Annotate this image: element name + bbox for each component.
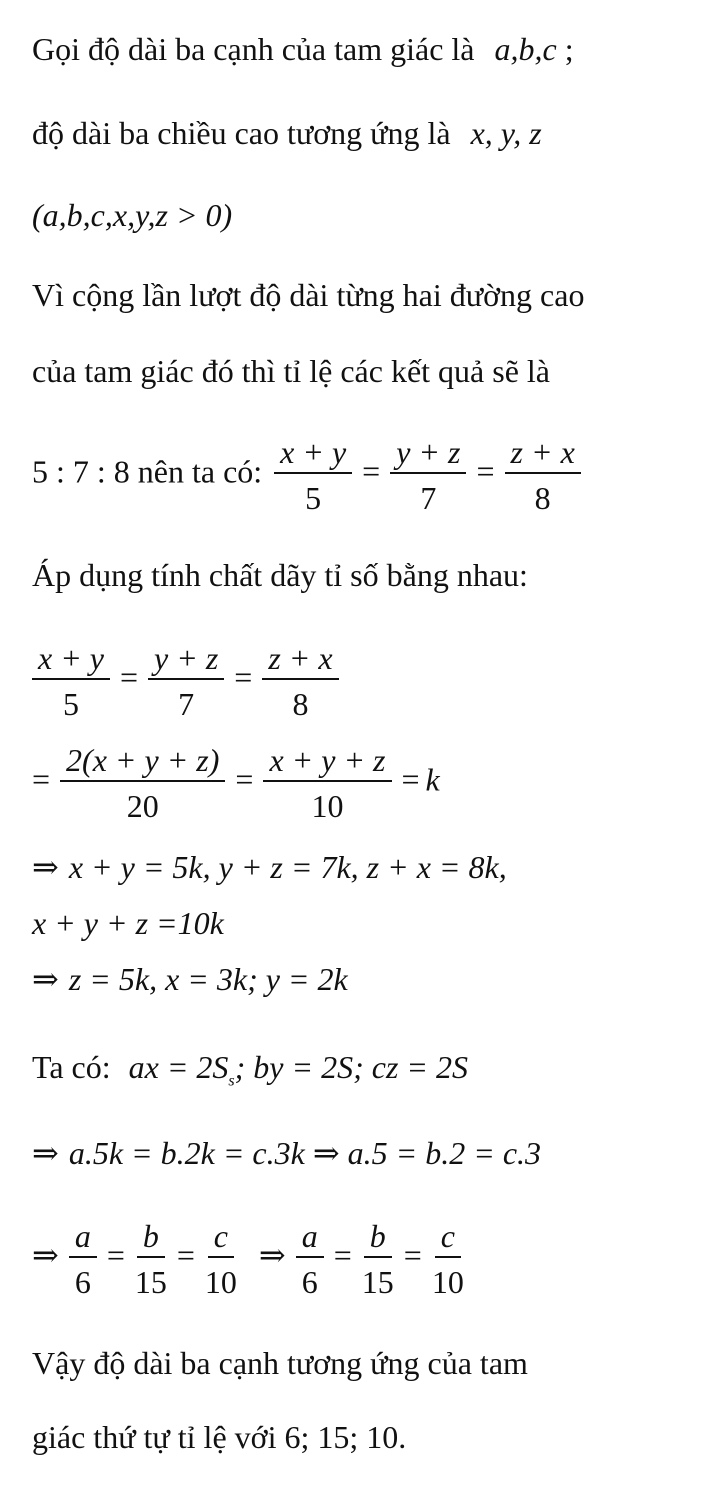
conclusion-text-2: giác thứ tự tỉ lệ với 6; 15; 10. [32, 1419, 407, 1455]
line-5 [32, 352, 550, 390]
constant-k: k [425, 761, 440, 798]
fraction-sum-10: $\frac{x + y + z}{10}$ [263, 742, 391, 824]
area-relation: ax = $2S_s$; by = 2S; cz = 2S [128, 1049, 468, 1090]
line-3 [32, 196, 232, 234]
line-8: $\frac{x + y}{5}$ = $\frac{y + z}{7}$ = $\frac{z + x}{8}$ [32, 640, 343, 722]
line-1 [32, 30, 574, 68]
line-13 [32, 1048, 468, 1100]
pair-sums: x + y = 5k, y + z = 7k, z + x = 8k, [68, 849, 507, 885]
line-16 [32, 1344, 528, 1382]
line-4 [32, 276, 584, 314]
ratio-value: 5 : 7 : 8 [32, 453, 130, 490]
intro-heights-text: độ dài ba chiều cao tương ứng là [32, 115, 451, 151]
heights-values: z = 5k, x = 3k; y = 2k [68, 961, 348, 997]
heights-sum-text: Vì cộng lần lượt độ dài từng hai đường cao [32, 277, 585, 313]
fraction-sum2-20: $\frac{2(x + y + z)}{20}$ [60, 742, 225, 824]
implies-arrow: ⇒ [258, 1237, 286, 1274]
ratio-intro-text: của tam giác đó thì tỉ lệ các kết quả sẽ là [32, 353, 550, 389]
fraction-xy-5: $\frac{x + y}{5}$ [274, 434, 352, 516]
line-9: = $\frac{2(x + y + z)}{20}$ = $\frac{x + y + z}{10}$ = k [32, 742, 440, 824]
line-17 [32, 1418, 406, 1456]
fraction-zx-8-b: $\frac{z + x}{8}$ [262, 640, 338, 722]
fraction-b-15: $\frac{b}{15}$ [134, 1218, 167, 1300]
so-we-have-text: nên ta có: [137, 453, 263, 490]
implies-arrow: ⇒ [32, 1135, 59, 1171]
positivity-condition: (a,b,c,x,y,z > 0) [32, 197, 233, 233]
sides-relation: a.5k = b.2k = c.3k ⇒ a.5 = b.2 = c.3 [68, 1135, 542, 1171]
fraction-a-6: $\frac{a}{6}$ [69, 1218, 97, 1300]
fraction-a-6-b: $\frac{a}{6}$ [296, 1218, 324, 1300]
line-15: ⇒ $\frac{a}{6}$ = $\frac{b}{15}$ = $\frac{c}{10}$ ⇒ $\frac{a}{6}$ = $\frac{b}{15}$ = $\frac{c}{10}$ [32, 1218, 464, 1300]
conclusion-text-1: Vậy độ dài ba cạnh tương ứng của tam [32, 1345, 528, 1381]
property-text: Áp dụng tính chất dãy tỉ số bằng nhau: [32, 557, 528, 593]
intro-sides-text: Gọi độ dài ba cạnh của tam giác là [32, 31, 475, 67]
line-12 [32, 960, 348, 998]
sides-variables: a,b,c [494, 31, 557, 67]
implies-arrow: ⇒ [32, 1237, 59, 1274]
line-11 [32, 904, 224, 942]
line-6: 5 : 7 : 8 nên ta có: $\frac{x + y}{5}$ = $\frac{y + z}{7}$ = $\frac{z + x}{8}$ [32, 434, 585, 516]
line-7 [32, 556, 528, 594]
fraction-c-10-b: $\frac{c}{10}$ [431, 1218, 464, 1300]
fraction-b-15-b: $\frac{b}{15}$ [361, 1218, 394, 1300]
implies-arrow: ⇒ [32, 961, 59, 997]
fraction-c-10: $\frac{c}{10}$ [204, 1218, 237, 1300]
line-10 [32, 848, 507, 886]
fraction-xy-5-b: $\frac{x + y}{5}$ [32, 640, 110, 722]
total-sum: x + y + z =10k [32, 905, 224, 941]
ta-co-text: Ta có: [32, 1049, 111, 1085]
fraction-yz-7: $\frac{y + z}{7}$ [390, 434, 466, 516]
heights-variables: x, y, z [470, 115, 542, 151]
fraction-yz-7-b: $\frac{y + z}{7}$ [148, 640, 224, 722]
semicolon: ; [556, 31, 574, 67]
line-2 [32, 114, 542, 152]
line-14 [32, 1134, 541, 1172]
implies-arrow: ⇒ [32, 849, 59, 885]
fraction-zx-8: $\frac{z + x}{8}$ [505, 434, 581, 516]
